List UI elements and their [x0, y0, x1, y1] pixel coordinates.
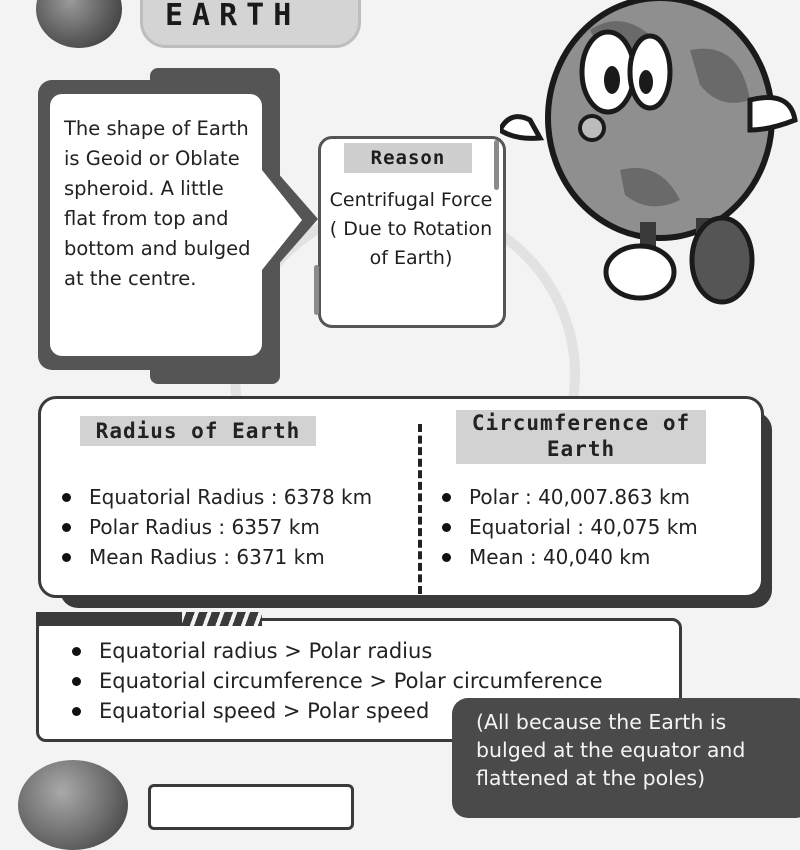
list-item: Equatorial speed > Polar speed — [72, 696, 603, 726]
bullet-icon — [62, 523, 71, 532]
bullet-icon — [442, 493, 451, 502]
bullet-icon — [442, 523, 451, 532]
radius-list — [62, 482, 372, 572]
bullet-icon — [62, 493, 71, 502]
bullet-icon — [62, 553, 71, 562]
reason-text: Centrifugal Force ( Due to Rotation of Earth) — [329, 189, 493, 269]
list-item: Equatorial radius > Polar radius — [72, 636, 603, 666]
earth-mascot-icon — [500, 0, 800, 330]
bottom-box — [148, 784, 354, 830]
radius-heading: Radius of Earth — [80, 416, 316, 446]
list-item: Equatorial : 40,075 km — [442, 512, 698, 542]
panel-divider — [418, 424, 422, 594]
pointer-arrow-inner — [262, 170, 302, 270]
globe-icon — [36, 0, 122, 48]
note-text: (All because the Earth is bulged at the equator and flattened at the poles) — [476, 710, 746, 790]
bullet-icon — [72, 647, 81, 656]
clip-decoration — [314, 265, 319, 315]
bullet-icon — [442, 553, 451, 562]
list-item: Mean Radius : 6371 km — [62, 542, 372, 572]
comparison-stripes — [182, 612, 262, 626]
list-item: Equatorial circumference > Polar circumference — [72, 666, 603, 696]
clip-decoration — [494, 140, 499, 190]
circumference-list — [442, 482, 698, 572]
circumference-heading: Circumference of Earth — [456, 410, 706, 464]
list-item: Polar Radius : 6357 km — [62, 512, 372, 542]
bullet-icon — [72, 677, 81, 686]
reason-label: Reason — [344, 143, 472, 173]
list-item: Equatorial Radius : 6378 km — [62, 482, 372, 512]
bullet-icon — [72, 707, 81, 716]
globe-icon — [18, 760, 128, 850]
list-item: Polar : 40,007.863 km — [442, 482, 698, 512]
page-title: EARTH — [165, 0, 301, 33]
list-item: Mean : 40,040 km — [442, 542, 698, 572]
shape-description: The shape of Earth is Geoid or Oblate spheroid. A little flat from top and bottom and bulged at the centre. — [64, 117, 251, 290]
